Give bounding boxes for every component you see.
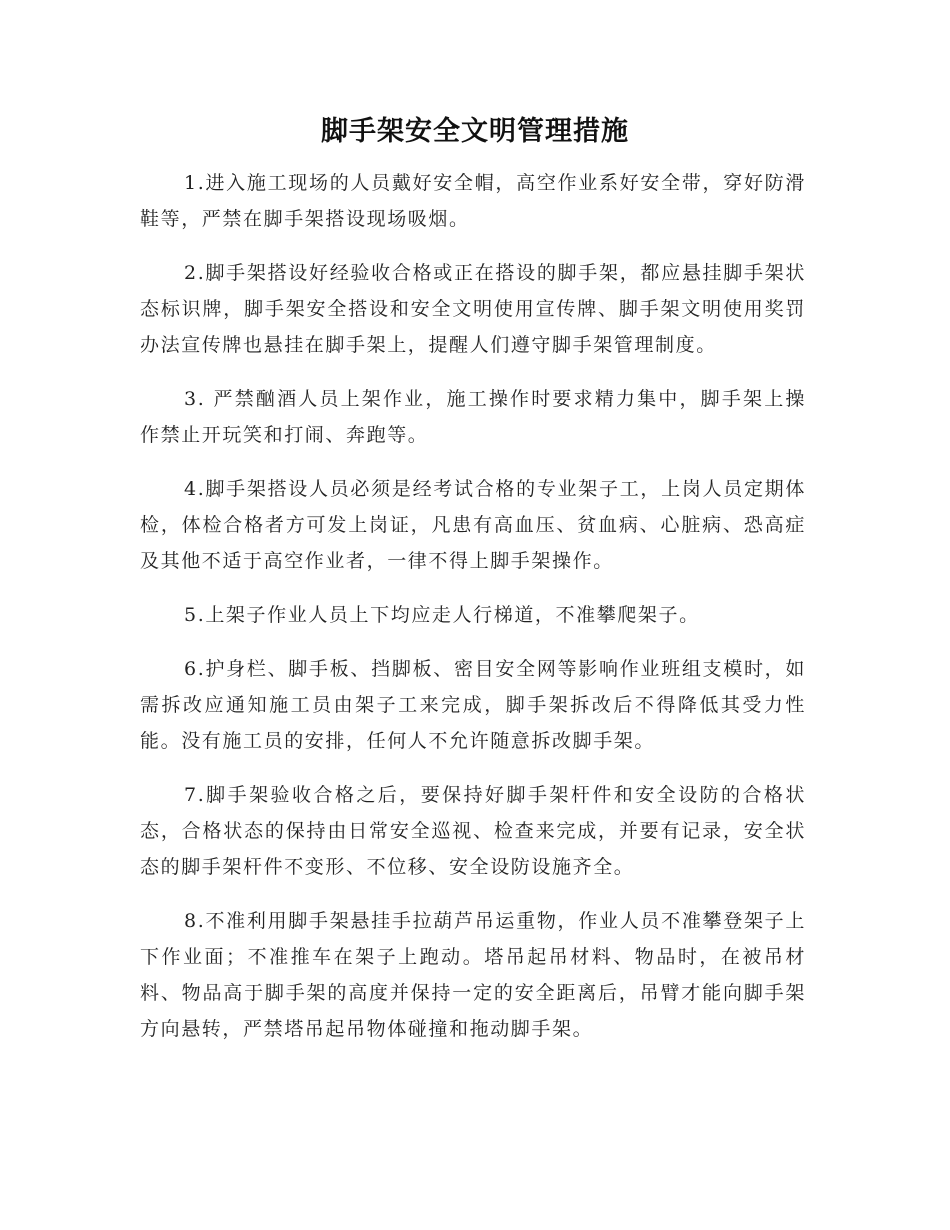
- document-title: 脚手架安全文明管理措施: [321, 116, 629, 147]
- paragraph-2: 2.脚手架搭设好经验收合格或正在搭设的脚手架，都应悬挂脚手架状态标识牌，脚手架安全搭设和安全文明使用宣传牌、脚手架文明使用奖罚办法宣传牌也悬挂在脚手架上，提醒人们遵守脚手架管理制度。: [140, 262, 806, 356]
- document-body: [140, 165, 806, 1065]
- paragraph-7: 7.脚手架验收合格之后，要保持好脚手架杆件和安全设防的合格状态，合格状态的保持由日常安全巡视、检查来完成，并要有记录，安全状态的脚手架杆件不变形、不位移、安全设防设施齐全。: [140, 784, 806, 878]
- paragraph-1: 1.进入施工现场的人员戴好安全帽，高空作业系好安全带，穿好防滑鞋等，严禁在脚手架搭设现场吸烟。: [140, 172, 806, 230]
- paragraph-4: 4.脚手架搭设人员必须是经考试合格的专业架子工，上岗人员定期体检，体检合格者方可发上岗证，凡患有高血压、贫血病、心脏病、恐高症及其他不适于高空作业者，一律不得上脚手架操作。: [140, 478, 806, 572]
- paragraph-6: 6.护身栏、脚手板、挡脚板、密目安全网等影响作业班组支模时，如需拆改应通知施工员由架子工来完成，脚手架拆改后不得降低其受力性能。没有施工员的安排，任何人不允许随意拆改脚手架。: [140, 658, 806, 752]
- paragraph-8: 8.不准利用脚手架悬挂手拉葫芦吊运重物，作业人员不准攀登架子上下作业面；不准推车在架子上跑动。塔吊起吊材料、物品时，在被吊材料、物品高于脚手架的高度并保持一定的安全距离后，吊臂才能向脚手架方向悬转，严禁塔吊起吊物体碰撞和拖动脚手架。: [140, 910, 806, 1040]
- paragraph-3: 3. 严禁酗酒人员上架作业，施工操作时要求精力集中，脚手架上操作禁止开玩笑和打闹、奔跑等。: [140, 388, 806, 446]
- paragraph-5: 5.上架子作业人员上下均应走人行梯道，不准攀爬架子。: [184, 604, 700, 626]
